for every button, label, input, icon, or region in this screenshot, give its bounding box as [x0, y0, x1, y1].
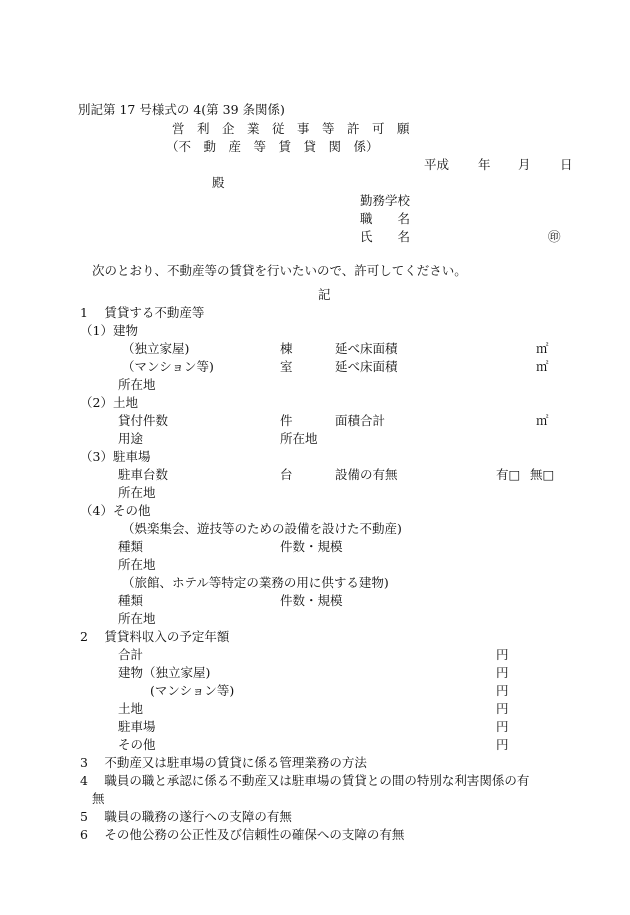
building-mansion-unit: 室 — [280, 359, 293, 374]
building-floor-area-2: 延べ床面積 — [335, 359, 398, 374]
other-sub-amusement: （娯楽集会、遊技等のための設備を設けた不動産) — [122, 521, 402, 536]
income-row-label: 駐車場 — [118, 719, 156, 734]
other-sub-hotel: （旅館、ホテル等特定の業務の用に供する建物) — [122, 575, 389, 590]
income-row-label: 建物（独立家屋) — [118, 665, 211, 680]
parking-equipment: 設備の有無 — [335, 467, 398, 482]
income-row-yen: 円 — [496, 719, 509, 734]
land-label: （2）土地 — [80, 395, 138, 410]
section-6-heading: 6 その他公務の公正性及び信頼性の確保への支障の有無 — [80, 827, 405, 842]
ki-heading: 記 — [318, 287, 331, 302]
parking-spaces-unit: 台 — [280, 467, 293, 482]
section-3-heading: 3 不動産又は駐車場の賃貸に係る管理業務の方法 — [80, 755, 367, 770]
seal-mark: ㊞ — [548, 229, 561, 244]
income-row-label: その他 — [118, 737, 156, 752]
intro-text: 次のとおり、不動産等の賃貸を行いたいので、許可してください。 — [92, 263, 467, 278]
income-row-label: 土地 — [118, 701, 144, 716]
school-label: 勤務学校 — [360, 193, 411, 208]
building-sqm-1: ㎡ — [536, 341, 549, 356]
building-detached-unit: 棟 — [280, 341, 293, 356]
land-location: 所在地 — [280, 431, 318, 446]
form-reference: 別記第 17 号様式の 4(第 39 条関係) — [78, 102, 285, 117]
other-kind-2: 種類 — [118, 593, 144, 608]
building-mansion: （マンション等) — [122, 359, 214, 374]
addressee-suffix: 殿 — [212, 175, 225, 190]
form-title: 営 利 企 業 従 事 等 許 可 願 — [172, 121, 410, 136]
land-count-unit: 件 — [280, 413, 293, 428]
parking-spaces: 駐車台数 — [118, 467, 169, 482]
other-label: （4）その他 — [80, 503, 151, 518]
date-month: 月 — [518, 157, 531, 172]
income-row-yen: 円 — [496, 647, 509, 662]
position-label: 職 名 — [360, 211, 411, 226]
section-1-heading: 1 賃貸する不動産等 — [80, 305, 205, 320]
building-label: （1）建物 — [80, 323, 138, 338]
section-4-continuation: 無 — [92, 791, 105, 806]
building-location: 所在地 — [118, 377, 156, 392]
form-subtitle: （不 動 産 等 賃 貸 関 係） — [166, 139, 379, 154]
income-row-yen: 円 — [496, 683, 509, 698]
income-row-yen: 円 — [496, 665, 509, 680]
income-row-label: (マンション等) — [150, 683, 235, 698]
income-row-yen: 円 — [496, 737, 509, 752]
section-5-heading: 5 職員の職務の遂行への支障の有無 — [80, 809, 292, 824]
date-day: 日 — [560, 157, 573, 172]
date-era: 平成 — [424, 157, 450, 172]
other-scale-2: 件数・規模 — [280, 593, 343, 608]
building-detached: （独立家屋) — [122, 341, 190, 356]
section-2-heading: 2 賃貸料収入の予定年額 — [80, 629, 230, 644]
parking-yes-checkbox[interactable]: 有□ — [496, 467, 521, 482]
other-location-1: 所在地 — [118, 557, 156, 572]
section-4-heading: 4 職員の職と承認に係る不動産又は駐車場の賃貸との間の特別な利害関係の有 — [80, 773, 530, 788]
other-kind-1: 種類 — [118, 539, 144, 554]
other-location-2: 所在地 — [118, 611, 156, 626]
income-row-label: 合計 — [118, 647, 144, 662]
land-count: 貸付件数 — [118, 413, 169, 428]
parking-no-checkbox[interactable]: 無□ — [530, 467, 555, 482]
parking-location: 所在地 — [118, 485, 156, 500]
land-use: 用途 — [118, 431, 144, 446]
land-area-total: 面積合計 — [335, 413, 386, 428]
land-sqm: ㎡ — [536, 413, 549, 428]
other-scale-1: 件数・規模 — [280, 539, 343, 554]
parking-label: （3）駐車場 — [80, 449, 151, 464]
income-row-yen: 円 — [496, 701, 509, 716]
building-floor-area-1: 延べ床面積 — [335, 341, 398, 356]
date-year: 年 — [478, 157, 491, 172]
building-sqm-2: ㎡ — [536, 359, 549, 374]
name-label: 氏 名 — [360, 229, 411, 244]
